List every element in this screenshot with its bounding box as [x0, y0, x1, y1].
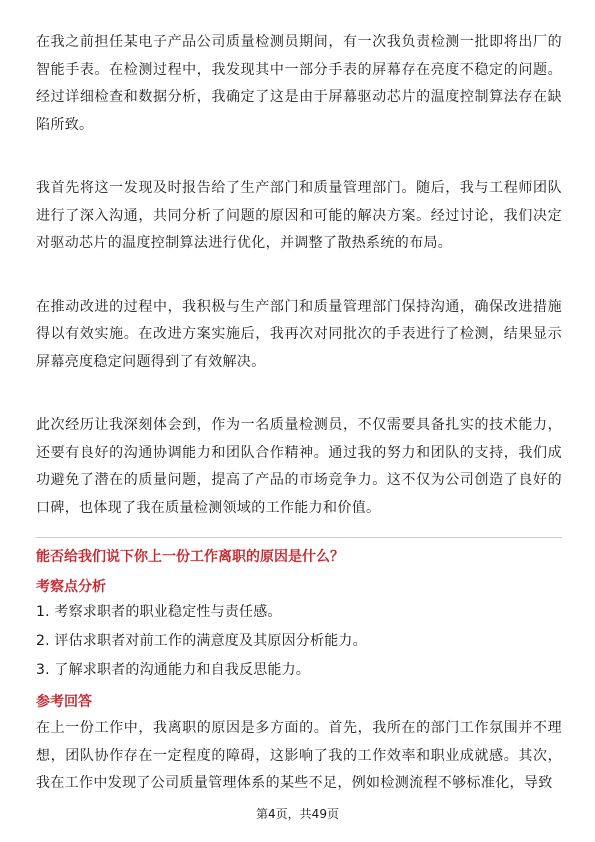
analysis-point-list: [36, 598, 562, 685]
analysis-point: 3. 了解求职者的沟通能力和自我反思能力。: [36, 662, 311, 678]
analysis-heading: 考察点分析: [36, 579, 106, 595]
section-divider: [36, 537, 562, 538]
page-content: [36, 29, 562, 798]
paragraph-spacer: [36, 258, 562, 294]
paragraph-spacer: [36, 376, 562, 412]
answer-heading: 参考回答: [36, 694, 92, 710]
analysis-point: 1. 考察求职者的职业稳定性与责任感。: [36, 604, 282, 620]
story-paragraph-3: 在推动改进的过程中，我积极与生产部门和质量管理部门保持沟通，确保改进措施得以有效实施。在改进方案实施后，我再次对同批次的手表进行了检测，结果显示屏幕亮度稳定问题得到了有效解决。: [36, 298, 562, 370]
page-number-footer: 第4页，共49页: [256, 807, 339, 821]
analysis-point: 2. 评估求职者对前工作的满意度及其原因分析能力。: [36, 633, 367, 649]
answer-paragraph: 在上一份工作中，我离职的原因是多方面的。首先，我所在的部门工作氛围并不理想，团队协作存在一定程度的障碍，这影响了我的工作效率和职业成就感。其次，我在工作中发现了公司质量管理体系的某些不足，例如检测流程不够标准化，导致: [36, 720, 562, 791]
paragraph-spacer: [36, 139, 562, 175]
story-paragraph-4: 此次经历让我深刻体会到，作为一名质量检测员，不仅需要具备扎实的技术能力，还要有良好的沟通协调能力和团队合作精神。通过我的努力和团队的支持，我们成功避免了潜在的质量问题，提高了产品的市场竞争力。这不仅为公司创造了良好的口碑，也体现了我在质量检测领域的工作能力和价值。: [36, 417, 562, 516]
question-title: 能否给我们说下你上一份工作离职的原因是什么？: [36, 549, 344, 565]
story-paragraph-1: 在我之前担任某电子产品公司质量检测员期间，有一次我负责检测一批即将出厂的智能手表。在检测过程中，我发现其中一部分手表的屏幕存在亮度不稳定的问题。经过详细检查和数据分析，我确定了这是由于屏幕驱动芯片的温度控制算法存在缺陷所致。: [36, 34, 562, 133]
story-paragraph-2: 我首先将这一发现及时报告给了生产部门和质量管理部门。随后，我与工程师团队进行了深入沟通，共同分析了问题的原因和可能的解决方案。经过讨论，我们决定对驱动芯片的温度控制算法进行优化，并调整了散热系统的布局。: [36, 180, 562, 251]
